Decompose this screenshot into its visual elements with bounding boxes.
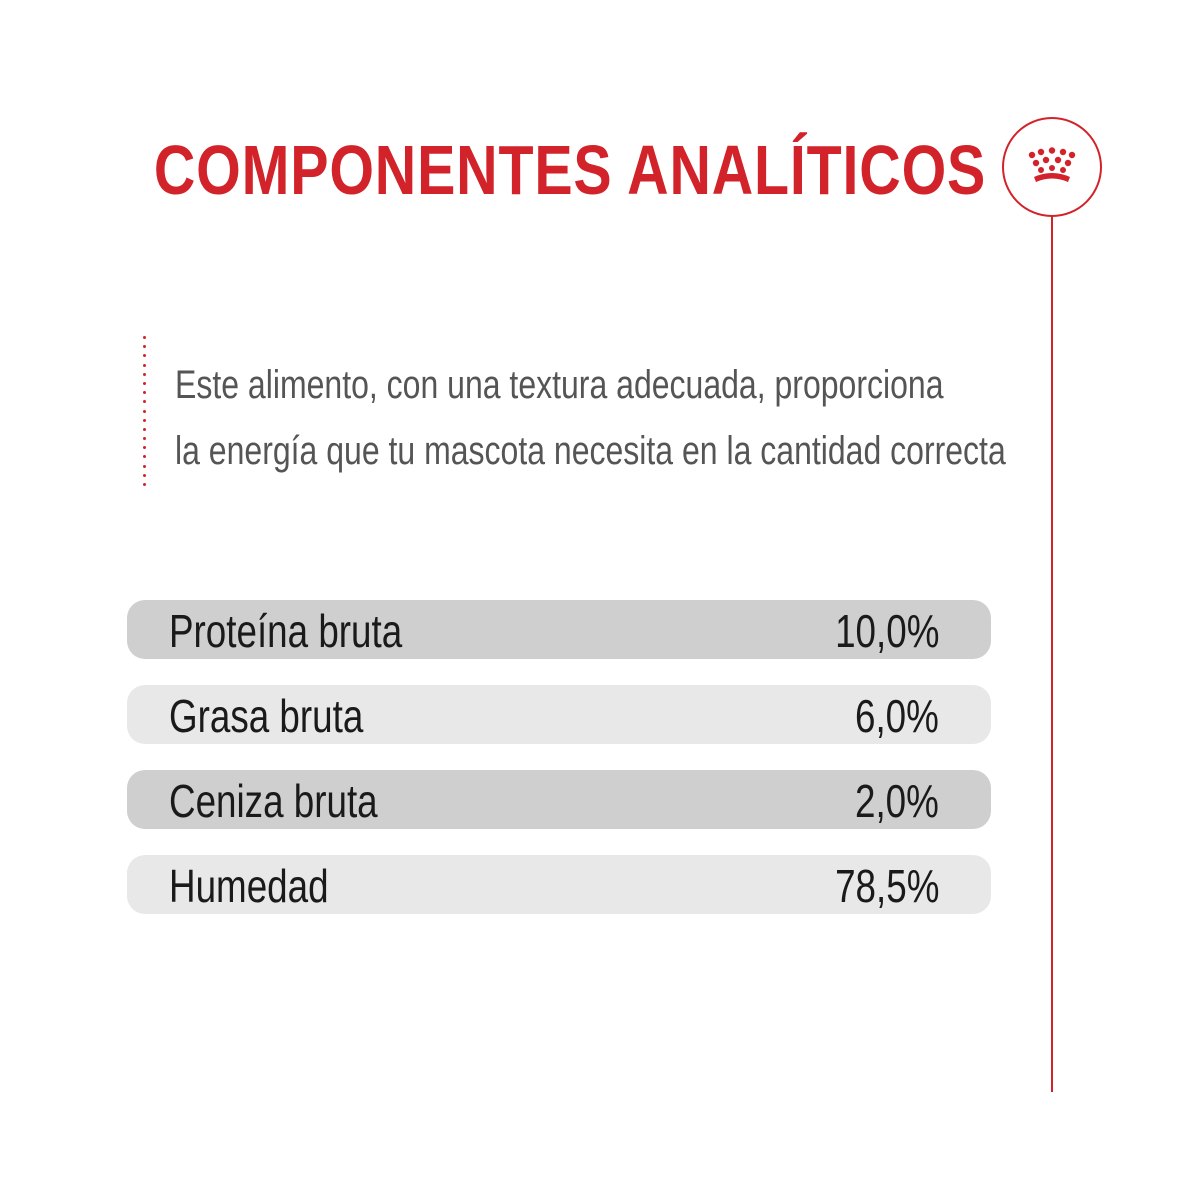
- component-value: 78,5%: [834, 860, 939, 912]
- component-row-ash: [127, 770, 991, 829]
- component-value: 6,0%: [855, 690, 939, 742]
- component-value: 2,0%: [855, 775, 939, 827]
- component-row-fat: [127, 685, 991, 744]
- component-label: Ceniza bruta: [169, 775, 378, 827]
- intro-text: [175, 352, 1006, 484]
- crown-icon: [1024, 147, 1080, 187]
- intro-line-1: Este alimento, con una textura adecuada, proporciona: [175, 363, 944, 407]
- component-row-moisture: [127, 855, 991, 914]
- intro-line-2: la energía que tu mascota necesita en la cantidad correcta: [175, 429, 1006, 473]
- component-label: Humedad: [169, 860, 329, 912]
- component-row-protein: [127, 600, 991, 659]
- page-title: COMPONENTES ANALÍTICOS: [153, 131, 987, 209]
- dotted-accent-line: [143, 336, 147, 486]
- components-table: [127, 600, 991, 940]
- component-label: Proteína bruta: [169, 605, 403, 657]
- component-label: Grasa bruta: [169, 690, 364, 742]
- vertical-divider-line: [1051, 216, 1053, 1092]
- component-value: 10,0%: [834, 605, 939, 657]
- brand-logo: [1002, 117, 1102, 217]
